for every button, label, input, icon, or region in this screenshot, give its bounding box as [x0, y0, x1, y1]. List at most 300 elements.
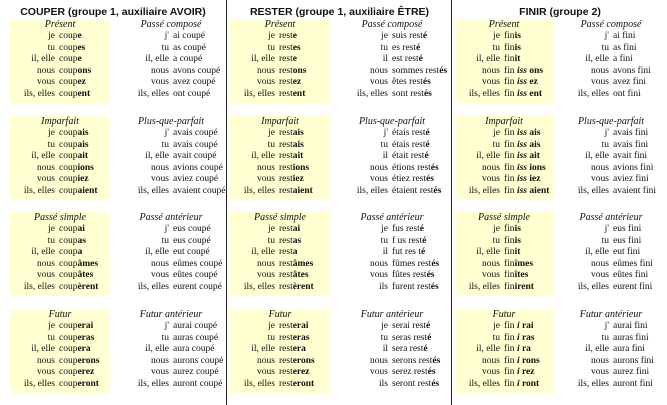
- pronoun: ils, elles: [577, 88, 609, 99]
- conjugation-row: [230, 89, 330, 101]
- verb-ending: eront: [292, 378, 315, 389]
- verb-form: [613, 128, 648, 140]
- conjugation-row: [230, 66, 330, 78]
- verb-stem: rest: [279, 42, 293, 53]
- pronoun: vous: [37, 77, 55, 88]
- pronoun: je: [381, 31, 388, 41]
- pronoun: il, elle: [145, 247, 169, 258]
- conjugation-row: [455, 77, 553, 89]
- verb-stem: serons rest: [392, 355, 433, 366]
- verb-stem: rest: [279, 355, 293, 366]
- conjugation-row: [558, 43, 664, 55]
- verb-form: [59, 151, 88, 163]
- verb-stem: coup: [59, 247, 78, 258]
- conjugation-row: [455, 31, 553, 43]
- tense-heading: Futur antérieur: [579, 309, 643, 320]
- verb-stem: êtes rest: [392, 77, 423, 88]
- pronoun: nous: [37, 65, 55, 76]
- verb-ending: és: [426, 270, 435, 281]
- verb-ending: ez: [526, 77, 538, 88]
- verb-stem: fin: [504, 128, 517, 138]
- verb-ending: ez: [292, 77, 302, 88]
- verb-ending: és: [423, 88, 432, 99]
- pronoun: il, elle: [31, 54, 55, 65]
- compound-tense-block: [118, 19, 224, 103]
- conjugation-row: [558, 344, 664, 356]
- verb-form: [279, 321, 309, 333]
- verb-ending: e: [77, 54, 82, 65]
- verb-form: [504, 224, 521, 236]
- verb-form: [279, 77, 301, 89]
- conjugation-row: [118, 259, 224, 271]
- verb-form: [173, 247, 210, 259]
- simple-tense-block: [230, 19, 330, 103]
- verb-stem: coup: [59, 162, 78, 173]
- verb-stem: coup: [59, 281, 78, 292]
- pronoun: nous: [482, 65, 500, 76]
- tense-heading: Futur: [492, 309, 516, 320]
- conjugation-row: [455, 236, 553, 248]
- verb-form: [173, 236, 211, 248]
- verb-ending: ait: [292, 151, 304, 162]
- verb-stem: coup: [59, 174, 78, 185]
- pronoun: je: [268, 224, 275, 234]
- pronoun: tu: [380, 139, 388, 150]
- pronoun: ils: [379, 281, 388, 292]
- conjugation-row: [118, 247, 224, 259]
- verb-form: [59, 224, 85, 236]
- verb-stem: fin: [504, 367, 517, 378]
- verb-form: [59, 379, 99, 391]
- tense-heading: Passé simple: [254, 212, 306, 223]
- pronoun: ils, elles: [243, 88, 275, 99]
- verb-stem: avais fini: [613, 128, 649, 138]
- verb-form: [59, 31, 82, 43]
- conjugation-row: [455, 379, 553, 391]
- verb-form: [504, 367, 534, 379]
- verb-form: [613, 54, 633, 66]
- verb-form: [504, 333, 535, 345]
- pronoun: ils, elles: [137, 378, 169, 389]
- pronoun: il, elle: [476, 344, 500, 355]
- verb-stem: est rest: [392, 54, 419, 65]
- conjugation-row: [230, 43, 330, 55]
- verb-ending: ront: [519, 378, 540, 389]
- verb-stem: rest: [279, 344, 293, 355]
- tense-heading: Imparfait: [261, 116, 299, 127]
- pronoun: j': [604, 31, 609, 41]
- verb-form: [504, 236, 521, 248]
- verb-ending: é: [422, 31, 428, 41]
- verb-ending: îtes: [514, 270, 529, 281]
- pronoun: ils, elles: [243, 185, 275, 196]
- verb-form: [279, 333, 310, 345]
- conjugation-row: [230, 344, 330, 356]
- verb-form: [504, 54, 520, 66]
- conjugation-row: [455, 356, 553, 368]
- verb-form: [59, 282, 98, 294]
- verb-stem: fin: [504, 77, 517, 88]
- verb-stem: fin: [504, 185, 517, 196]
- verb-form: [279, 186, 313, 198]
- conjugation-row: [337, 43, 447, 55]
- verb-ending: îmes: [514, 258, 534, 269]
- verb-form: [59, 367, 94, 379]
- verb-stem: fin: [504, 88, 517, 99]
- pronoun: vous: [591, 174, 609, 185]
- simple-tense-block: [230, 309, 330, 393]
- simple-tense-block: [455, 116, 553, 200]
- verb-form: [59, 236, 86, 248]
- verb-stem: rest: [279, 270, 293, 281]
- pronoun: nous: [257, 162, 275, 173]
- verb-form: [279, 367, 309, 379]
- pronoun: il, elle: [31, 151, 55, 162]
- verb-ending: é: [422, 235, 427, 246]
- verb-form: [504, 259, 533, 271]
- pronoun: vous: [257, 270, 275, 281]
- conjugation-row: [558, 333, 664, 345]
- verb-infix: i: [516, 378, 520, 389]
- verb-form: [173, 333, 218, 345]
- pronoun: tu: [47, 332, 55, 343]
- verb-form: [504, 379, 539, 391]
- pronoun: nous: [591, 162, 609, 173]
- conjugation-row: [118, 163, 224, 175]
- verb-form: [173, 379, 222, 391]
- simple-tense-block: [230, 212, 330, 296]
- verb-stem: ont fini: [613, 88, 641, 99]
- verb-form: [613, 247, 640, 259]
- verb-form: [279, 236, 301, 248]
- conjugation-row: [558, 31, 664, 43]
- verb-form: [392, 151, 429, 163]
- conjugation-row: [10, 54, 110, 66]
- simple-tense-block: [455, 212, 553, 296]
- verb-form: [59, 344, 91, 356]
- verb-ending: âmes: [77, 258, 99, 269]
- conjugation-row: [558, 356, 664, 368]
- pronoun: ils, elles: [356, 185, 388, 196]
- conjugation-row: [337, 356, 447, 368]
- conjugation-row: [558, 186, 664, 198]
- conjugation-row: [10, 247, 110, 259]
- pronoun: vous: [370, 367, 388, 378]
- verb-stem: coup: [59, 77, 78, 88]
- verb-stem: serez rest: [392, 367, 428, 378]
- pronoun: ils, elles: [577, 185, 609, 196]
- conjugation-row: [118, 186, 224, 198]
- verb-stem: fin: [504, 247, 515, 258]
- verb-form: [173, 259, 222, 271]
- compound-tense-block: [118, 212, 224, 296]
- verb-form: [173, 128, 218, 140]
- verb-stem: fin: [504, 258, 515, 269]
- pronoun: je: [493, 224, 500, 234]
- verb-stem: eus fini: [613, 235, 642, 246]
- verb-ending: és: [432, 355, 441, 366]
- pronoun: j': [383, 128, 388, 138]
- tense-heading: Passé antérieur: [360, 212, 424, 223]
- verb-form: [279, 151, 303, 163]
- verb-stem: fin: [504, 174, 517, 185]
- tense-heading: Passé composé: [361, 19, 423, 30]
- conjugation-row: [337, 77, 447, 89]
- pronoun: nous: [257, 258, 275, 269]
- conjugation-row: [230, 128, 330, 140]
- verb-form: [279, 247, 297, 259]
- verb-stem: coup: [59, 378, 78, 389]
- verb-form: [173, 224, 211, 236]
- verb-stem: aurai fini: [613, 321, 648, 331]
- tense-heading: Imparfait: [41, 116, 79, 127]
- verb-ending: as: [77, 235, 86, 246]
- verb-form: [59, 186, 98, 198]
- conjugation-row: [455, 344, 553, 356]
- verb-form: [173, 151, 217, 163]
- conjugation-row: [558, 270, 664, 282]
- verb-stem: auront fini: [613, 378, 653, 389]
- verb-form: [613, 236, 641, 248]
- verb-stem: fin: [504, 42, 515, 53]
- verb-ending: rai: [519, 321, 534, 331]
- conjugation-row: [337, 282, 447, 294]
- verb-ending: ai: [292, 224, 301, 234]
- verb-stem: a fini: [613, 54, 633, 65]
- verb-infix: iss: [516, 185, 527, 196]
- conjugation-row: [10, 140, 110, 152]
- verb-stem: aura coupé: [173, 344, 215, 355]
- conjugation-row: [10, 321, 110, 333]
- pronoun: j': [164, 31, 169, 41]
- verb-stem: rest: [279, 65, 293, 76]
- verb-stem: étions rest: [392, 162, 431, 173]
- verb-ending: is: [514, 42, 521, 53]
- verb-ending: ons: [292, 65, 307, 76]
- pronoun: il, elle: [476, 54, 500, 65]
- verb-stem: eûmes fini: [613, 258, 653, 269]
- verb-stem: eûtes coupé: [173, 270, 218, 281]
- verb-ending: it: [514, 247, 521, 258]
- simple-tense-block: [10, 19, 110, 103]
- verb-stem: sont rest: [392, 88, 424, 99]
- verb-stem: eus coupé: [173, 235, 211, 246]
- verb-stem: as coupé: [173, 42, 206, 53]
- conjugation-row: [230, 379, 330, 391]
- pronoun: vous: [37, 270, 55, 281]
- verb-stem: aura fini: [613, 344, 645, 355]
- compound-tense-block: [337, 309, 447, 393]
- verb-ending: é: [424, 151, 429, 162]
- pronoun: nous: [151, 355, 169, 366]
- conjugation-row: [10, 151, 110, 163]
- verb-stem: rest: [279, 378, 293, 389]
- verb-stem: ai coupé: [173, 31, 205, 41]
- conjugation-row: [337, 54, 447, 66]
- pronoun: je: [381, 321, 388, 331]
- conjugation-row: [230, 333, 330, 345]
- verb-stem: coup: [59, 54, 78, 65]
- verb-stem: eurent coupé: [173, 281, 222, 292]
- compound-tense-block: [337, 19, 447, 103]
- verb-ending: erez: [77, 367, 95, 378]
- pronoun: je: [48, 128, 55, 138]
- verb-ending: ions: [77, 162, 94, 173]
- verb-form: [504, 128, 540, 140]
- verb-stem: coup: [59, 258, 78, 269]
- verb-stem: rest: [279, 151, 293, 162]
- pronoun: vous: [257, 77, 275, 88]
- verb-stem: fin: [504, 355, 517, 366]
- conjugation-row: [118, 77, 224, 89]
- verb-stem: rest: [279, 321, 293, 331]
- pronoun: nous: [37, 162, 55, 173]
- verb-form: [59, 43, 85, 55]
- conjugation-row: [455, 282, 553, 294]
- verb-form: [59, 163, 94, 175]
- verb-stem: eûmes coupé: [173, 258, 223, 269]
- pronoun: il, elle: [585, 151, 609, 162]
- verb-form: [173, 163, 223, 175]
- pronoun: tu: [47, 235, 55, 246]
- pronoun: ils, elles: [577, 378, 609, 389]
- conjugation-row: [118, 367, 224, 379]
- verb-stem: rest: [279, 332, 293, 343]
- pronoun: il, elle: [145, 151, 169, 162]
- verb-form: [613, 344, 645, 356]
- pronoun: nous: [591, 65, 609, 76]
- pronoun: il: [382, 151, 388, 162]
- tense-heading: Passé composé: [140, 19, 202, 30]
- compound-tense-block: [558, 19, 664, 103]
- verb-stem: étais rest: [392, 139, 426, 150]
- conjugation-row: [558, 379, 664, 391]
- verb-ending: és: [430, 162, 439, 173]
- conjugation-row: [337, 236, 447, 248]
- pronoun: nous: [37, 355, 55, 366]
- verb-form: [613, 333, 649, 345]
- verb-stem: coup: [59, 270, 78, 281]
- verb-form: [392, 54, 423, 66]
- verb-form: [504, 270, 528, 282]
- verb-stem: était rest: [392, 151, 425, 162]
- verb-stem: rest: [279, 185, 293, 196]
- verb-form: [392, 356, 440, 368]
- conjugation-row: [337, 344, 447, 356]
- conjugation-row: [230, 151, 330, 163]
- verb-form: [392, 321, 430, 333]
- tense-heading: Futur antérieur: [139, 309, 203, 320]
- verb-infix: i: [516, 355, 520, 366]
- verb-infix: iss: [516, 65, 527, 76]
- verb-form: [392, 163, 439, 175]
- verb-form: [504, 186, 549, 198]
- conjugation-row: [337, 31, 447, 43]
- verb-stem: étais rest: [392, 128, 426, 138]
- verb-stem: sera rest: [392, 344, 424, 355]
- conjugation-row: [230, 270, 330, 282]
- conjugation-row: [455, 224, 553, 236]
- verb-infix: iss: [516, 162, 527, 173]
- simple-tense-block: [10, 309, 110, 393]
- verb-form: [279, 66, 306, 78]
- verb-form: [173, 186, 226, 198]
- pronoun: il, elle: [476, 247, 500, 258]
- verb-ending: é: [416, 42, 421, 53]
- verb-form: [59, 333, 94, 345]
- verb-stem: sommes rest: [392, 65, 440, 76]
- conjugation-row: [337, 247, 447, 259]
- pronoun: ils, elles: [468, 378, 500, 389]
- conjugation-row: [455, 174, 553, 186]
- verb-form: [173, 66, 220, 78]
- conjugation-row: [558, 128, 664, 140]
- verb-ending: és: [430, 281, 439, 292]
- verb-stem: aurez coupé: [173, 367, 219, 378]
- verb-ending: iez: [77, 174, 89, 185]
- verb-form: [392, 140, 430, 152]
- conjugation-row: [10, 224, 110, 236]
- conjugation-row: [230, 259, 330, 271]
- conjugation-row: [230, 247, 330, 259]
- pronoun: nous: [370, 65, 388, 76]
- verb-stem: coup: [59, 367, 78, 378]
- verb-stem: fin: [504, 65, 517, 76]
- verb-ending: é: [425, 139, 430, 150]
- pronoun: j': [164, 321, 169, 331]
- pronoun: ils, elles: [23, 185, 55, 196]
- verb-ending: ras: [519, 332, 535, 343]
- verb-stem: aurons coupé: [173, 355, 224, 366]
- verb-ending: é: [419, 224, 424, 234]
- conjugation-row: [230, 356, 330, 368]
- conjugation-row: [455, 128, 553, 140]
- conjugation-row: [455, 163, 553, 175]
- pronoun: tu: [380, 42, 388, 53]
- conjugation-row: [10, 344, 110, 356]
- conjugation-row: [230, 321, 330, 333]
- verb-form: [59, 54, 82, 66]
- verb-form: [613, 321, 648, 333]
- tense-heading: Passé simple: [478, 212, 530, 223]
- pronoun: il, elle: [251, 151, 275, 162]
- conjugation-row: [10, 186, 110, 198]
- pronoun: tu: [267, 139, 275, 150]
- pronoun: je: [381, 224, 388, 234]
- verb-ending: és: [431, 378, 440, 389]
- verb-form: [392, 333, 431, 345]
- verb-ending: ais: [77, 128, 89, 138]
- verb-stem: eut coupé: [173, 247, 210, 258]
- compound-tense-block: [337, 212, 447, 296]
- verb-form: [392, 344, 428, 356]
- verb-stem: fin: [504, 54, 515, 65]
- verb-form: [173, 367, 219, 379]
- pronoun: tu: [492, 139, 500, 150]
- conjugation-row: [10, 163, 110, 175]
- pronoun: tu: [267, 42, 275, 53]
- verb-ending: ais: [77, 139, 89, 150]
- verb-ending: ait: [77, 151, 89, 162]
- conjugation-row: [10, 236, 110, 248]
- pronoun: ils, elles: [137, 185, 169, 196]
- conjugation-row: [455, 270, 553, 282]
- verb-infix: i: [516, 344, 520, 355]
- verb-form: [392, 186, 441, 198]
- verb-stem: auront coupé: [173, 378, 223, 389]
- verb-stem: rest: [279, 31, 293, 41]
- pronoun: je: [493, 128, 500, 138]
